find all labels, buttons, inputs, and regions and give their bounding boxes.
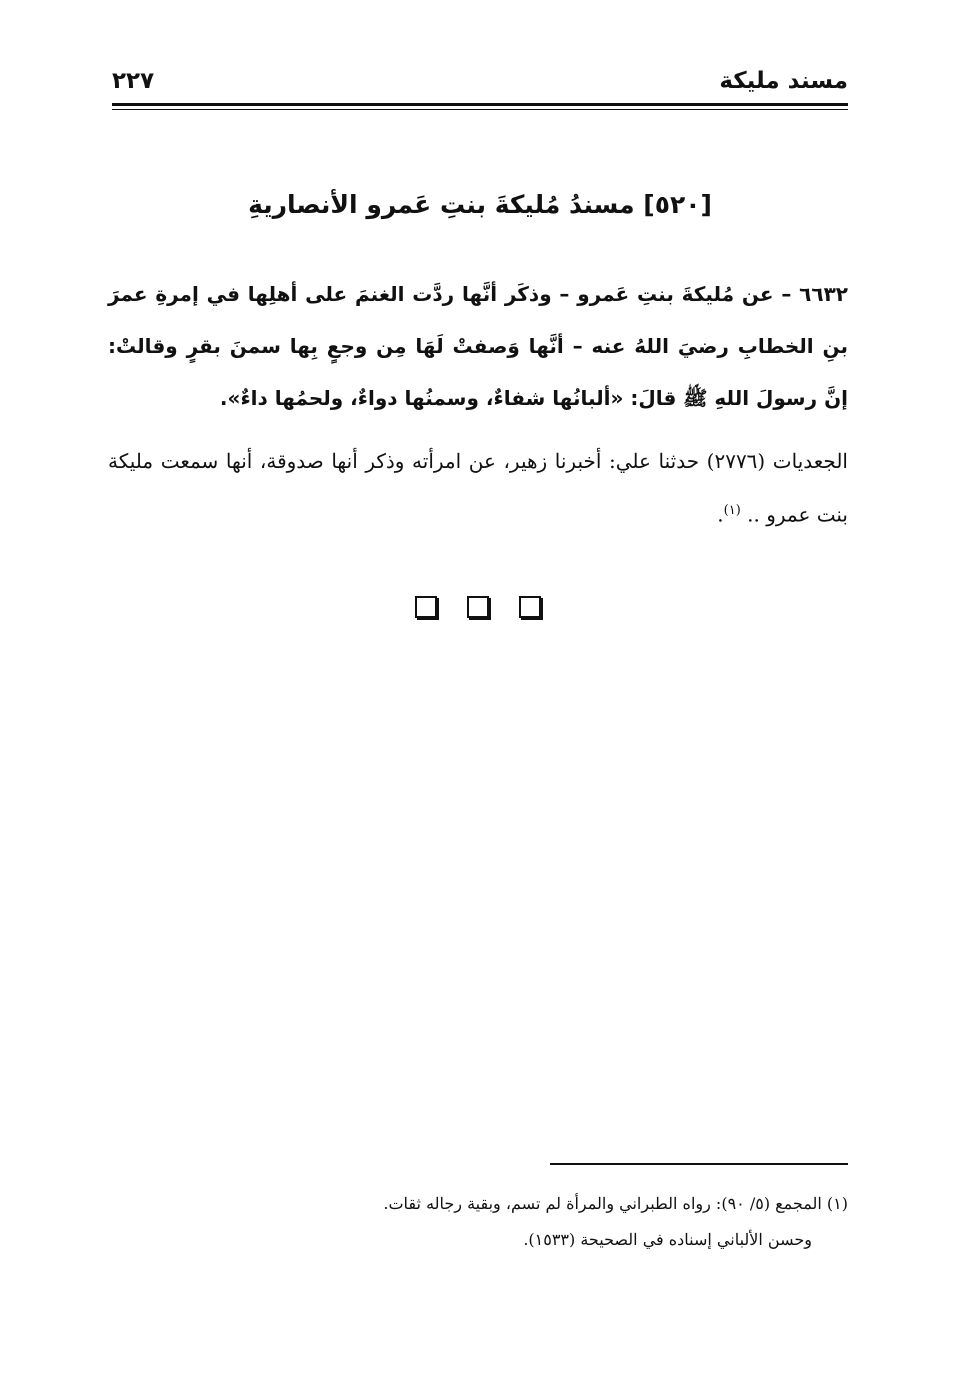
isnad-text: الجعديات (٢٧٧٦) حدثنا علي: أخبرنا زهير، عن امرأته وذكر أنها صدوقة، أنها سمعت مليكة بنت عمرو .. [108, 449, 848, 527]
section-separator [0, 596, 956, 622]
separator-box-icon [415, 596, 437, 618]
footnote-line-2: وحسن الألباني إسناده في الصحيحة (١٥٣٣). [523, 1230, 812, 1249]
isnad-paragraph [108, 436, 848, 540]
separator-box-icon [519, 596, 541, 618]
hadith-text: ٦٦٣٢ – عن مُليكةَ بنتِ عَمرو – وذكَر أنَّها ردَّت الغنمَ على أهلِها في إمرةِ عمرَ بنِ الخطابِ رضيَ اللهُ عنه – أنَّها وَصفتْ لَهَا مِن وجعٍ بِها سمنَ بقرٍ وقالتْ: إنَّ رسولَ اللهِ ﷺ قالَ: «ألبانُها شفاءٌ، وسمنُها دواءٌ، ولحمُها داءٌ». [108, 282, 848, 410]
running-head-title: مسند مليكة [719, 68, 848, 94]
section-title: [٥٢٠] مسندُ مُليكةَ بنتِ عَمرو الأنصاريةِ [248, 190, 712, 219]
header-rule-thin [112, 109, 848, 110]
footnote-line-1: (١) المجمع (٥/ ٩٠): رواه الطبراني والمرأة لم تسم، وبقية رجاله ثقات. [383, 1194, 848, 1213]
footnote-marker: (١) [723, 503, 741, 518]
footnote-rule [550, 1163, 848, 1165]
header-rule-thick [112, 103, 848, 106]
footnotes [108, 1186, 848, 1258]
isnad-end: . [717, 502, 724, 527]
running-head [112, 62, 848, 102]
separator-box-icon [467, 596, 489, 618]
page-number: ٢٢٧ [112, 68, 155, 94]
